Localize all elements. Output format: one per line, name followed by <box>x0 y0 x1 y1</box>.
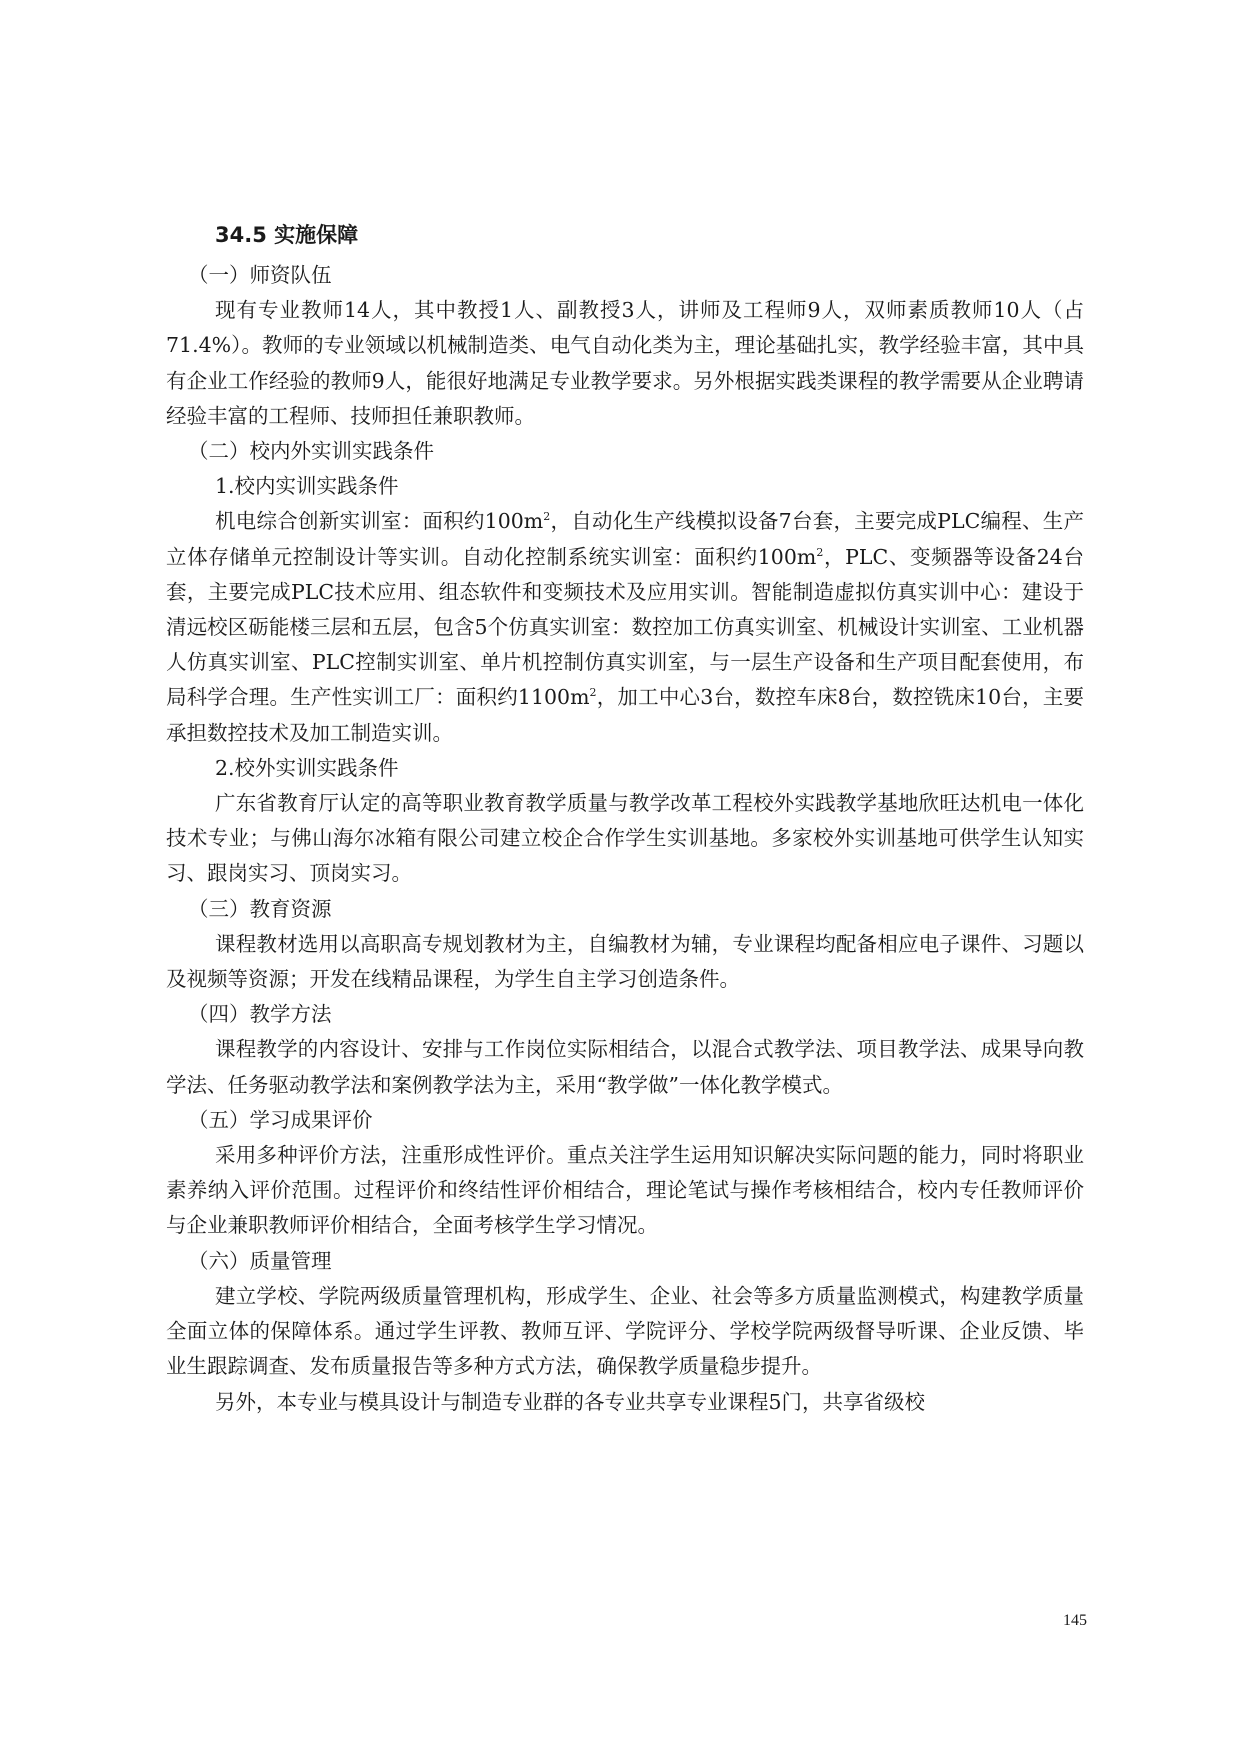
subsection-title-quality: （六）质量管理 <box>188 1248 332 1273</box>
paragraph-faculty: 现有专业教师14人，其中教授1人、副教授3人，讲师及工程师9人，双师素质教师10人（占71.4%）。教师的专业领域以机械制造类、电气自动化类为主，理论基础扎实，教学经验丰富，其中具有企业工作经验的教师9人，能很好地满足专业教学要求。另外根据实践类课程的教学需要从企业聘请经验丰富的工程师、技师担任兼职教师。 <box>166 298 1084 428</box>
page-content <box>166 212 1084 1420</box>
subsection-title-training: （二）校内外实训实践条件 <box>188 439 434 464</box>
paragraph-oncampus-part-4: ，加工中心3台，数控车床8台，数控铣床10台，主要承担数控技术及加工制造实训。 <box>166 685 1085 745</box>
subsection-title-evaluation: （五）学习成果评价 <box>188 1107 373 1132</box>
superscript-2: 2 <box>816 545 824 559</box>
paragraph-final: 另外，本专业与模具设计与制造专业群的各专业共享专业课程5门，共享省级校 <box>215 1389 926 1414</box>
section-title: 34.5 实施保障 <box>215 223 359 247</box>
paragraph-oncampus <box>166 504 1084 750</box>
paragraph-evaluation: 采用多种评价方法，注重形成性评价。重点关注学生运用知识解决实际问题的能力，同时将职业素养纳入评价范围。过程评价和终结性评价相结合，理论笔试与操作考核相结合，校内专任教师评价与企业兼职教师评价相结合，全面考核学生学习情况。 <box>166 1143 1084 1238</box>
paragraph-resources: 课程教材选用以高职高专规划教材为主，自编教材为辅，专业课程均配备相应电子课件、习题以及视频等资源；开发在线精品课程，为学生自主学习创造条件。 <box>166 931 1084 992</box>
item-title-offcampus: 2.校外实训实践条件 <box>215 755 399 780</box>
item-title-oncampus: 1.校内实训实践条件 <box>215 474 399 499</box>
paragraph-quality: 建立学校、学院两级质量管理机构，形成学生、企业、社会等多方质量监测模式，构建教学质量全面立体的保障体系。通过学生评教、教师互评、学院评分、学校学院两级督导听课、企业反馈、毕业生跟踪调查、发布质量报告等多种方式方法，确保教学质量稳步提升。 <box>166 1283 1084 1379</box>
paragraph-methods: 课程教学的内容设计、安排与工作岗位实际相结合，以混合式教学法、项目教学法、成果导向教学法、任务驱动教学法和案例教学法为主，采用“教学做”一体化教学模式。 <box>166 1037 1084 1097</box>
subsection-title-methods: （四）教学方法 <box>188 1002 332 1027</box>
superscript-1: 2 <box>543 510 551 524</box>
subsection-title-resources: （三）教育资源 <box>188 896 332 921</box>
paragraph-oncampus-part-1: 机电综合创新实训室：面积约100m <box>215 509 544 534</box>
paragraph-oncampus-part-3: ，PLC、变频器等设备24台套，主要完成PLC技术应用、组态软件和变频技术及应用实训。智能制造虚拟仿真实训中心：建设于清远校区砺能楼三层和五层，包含5个仿真实训室：数控加工仿真实训室、机械设计实训室、工业机器人仿真实训室、PLC控制实训室、单片机控制仿真实训室，与一层生产设备和生产项目配套使用，布局科学合理。生产性实训工厂：面积约1100m <box>166 544 1084 710</box>
superscript-3: 2 <box>589 686 597 700</box>
paragraph-oncampus-part-2: ，自动化生产线模拟设备7台套，主要完成PLC编程、生产立体存储单元控制设计等实训。自动化控制系统实训室：面积约100m <box>166 509 1084 569</box>
page-number: 145 <box>1063 1612 1087 1629</box>
paragraph-offcampus: 广东省教育厅认定的高等职业教育教学质量与教学改革工程校外实践教学基地欣旺达机电一体化技术专业；与佛山海尔冰箱有限公司建立校企合作学生实训基地。多家校外实训基地可供学生认知实习、跟岗实习、顶岗实习。 <box>166 791 1084 886</box>
subsection-title-faculty: （一）师资队伍 <box>188 263 332 287</box>
